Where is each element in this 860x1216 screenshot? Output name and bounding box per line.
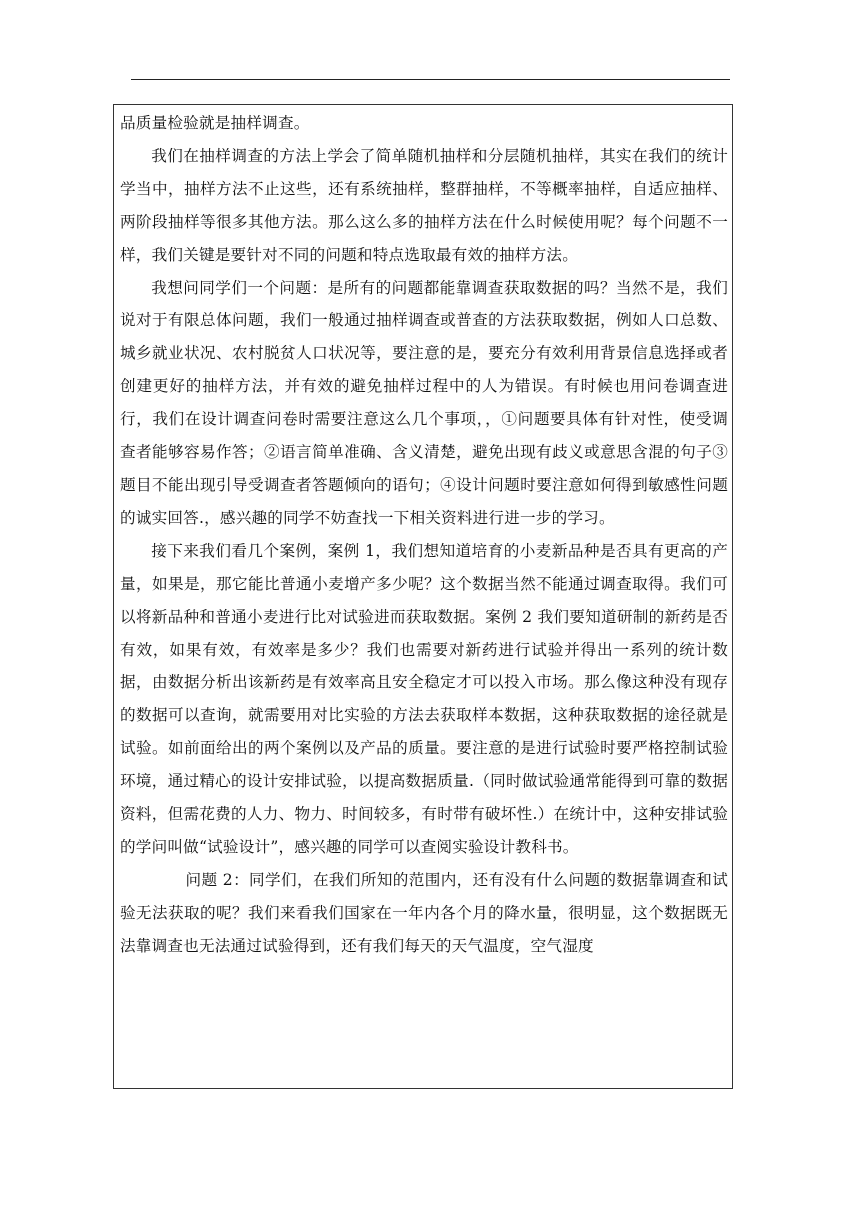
- header-rule: [131, 79, 730, 80]
- document-body: [120, 107, 728, 963]
- paragraph-experiment-cases: 接下来我们看几个案例，案例 1，我们想知道培育的小麦新品种是否具有更高的产量，如果是，那它能比普通小麦增产多少呢？这个数据当然不能通过调查取得。我们可以将新品种和普通小麦进行比对试验进而获取数据。案例 2 我们要知道研制的新药是否有效，如果有效，有效率是多少？我们也需要对新药进行试验并得出一系列的统计数据，由数据分析出该新药是有效率高且安全稳定才可以投入市场。那么像这种没有现存的数据可以查询，就需要用对比实验的方法去获取样本数据，这种获取数据的途径就是试验。如前面给出的两个案例以及产品的质量。要注意的是进行试验时要严格控制试验环境，通过精心的设计安排试验，以提高数据质量.（同时做试验通常能得到可靠的数据资料，但需花费的人力、物力、时间较多，有时带有破坏性.）在统计中，这种安排试验的学问叫做“试验设计”，感兴趣的同学可以查阅实验设计教科书。: [120, 541, 728, 856]
- paragraph-question-2: 问题 2：同学们，在我们所知的范围内，还有没有什么问题的数据靠调查和试验无法获取的呢？我们来看我们国家在一年内各个月的降水量，很明显，这个数据既无法靠调查也无法通过试验得到，还有我们每天的天气温度，空气湿度: [120, 870, 728, 955]
- paragraph-survey-question: 我想问同学们一个问题：是所有的问题都能靠调查获取数据的吗？当然不是，我们说对于有限总体问题，我们一般通过抽样调查或普查的方法获取数据，例如人口总数、城乡就业状况、农村脱贫人口状况等，要注意的是，要充分有效利用背景信息选择或者创建更好的抽样方法，并有效的避免抽样过程中的人为错误。有时候也用问卷调查进行，我们在设计调查问卷时需要注意这么几个事项，，①问题要具体有针对性，使受调查者能够容易作答；②语言简单准确、含义清楚，避免出现有歧义或意思含混的句子③题目不能出现引导受调查者答题倾向的语句；④设计问题时要注意如何得到敏感性问题的诚实回答.，感兴趣的同学不妨查找一下相关资料进行进一步的学习。: [120, 278, 728, 527]
- content-box: [113, 104, 733, 1089]
- paragraph-continuation: 品质量检验就是抽样调查。: [120, 114, 310, 132]
- paragraph-sampling-methods: 我们在抽样调查的方法上学会了简单随机抽样和分层随机抽样，其实在我们的统计学当中，抽样方法不止这些，还有系统抽样，整群抽样，不等概率抽样，自适应抽样、两阶段抽样等很多其他方法。那么这么多的抽样方法在什么时候使用呢？每个问题不一样，我们关键是要针对不同的问题和特点选取最有效的抽样方法。: [120, 146, 728, 264]
